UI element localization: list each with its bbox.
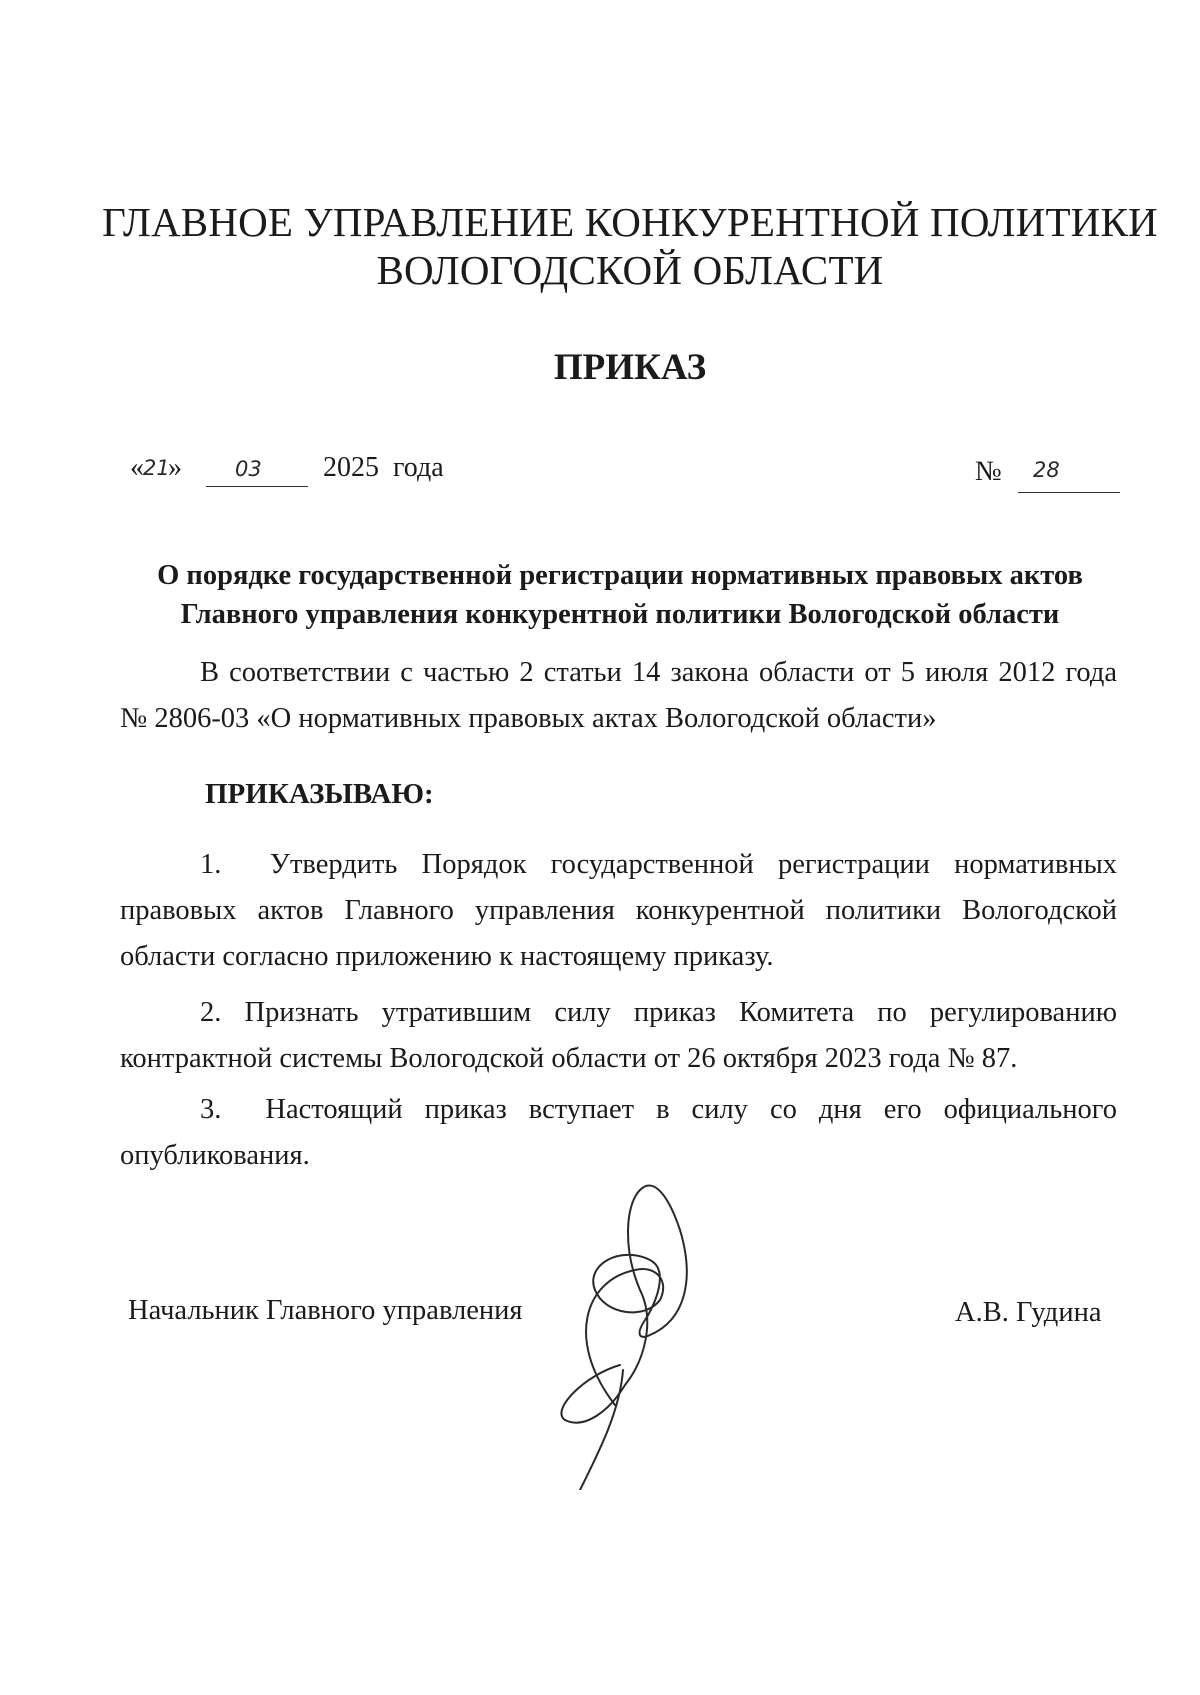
- item-3-line-2: опубликования.: [120, 1140, 310, 1171]
- date-month-underline: [206, 486, 308, 487]
- date-month-handwritten: 03: [235, 457, 262, 481]
- handwritten-signature: [545, 1170, 725, 1490]
- item-3-line-1: 3. Настоящий приказ вступает в силу со дня его официального: [200, 1094, 1117, 1125]
- order-title-line-2: Главного управления конкурентной политики Вологодской области: [180, 599, 1060, 630]
- number-sign: №: [975, 456, 1002, 487]
- order-item-1: [120, 842, 1117, 980]
- item-1-line-2: правовых актов Главного управления конкурентной политики Вологодской: [120, 895, 1117, 926]
- org-name: [0, 198, 1200, 294]
- date-year: 2025 года: [323, 452, 444, 483]
- date-quote-close: »: [168, 452, 182, 483]
- date-quote-open: «: [130, 452, 144, 483]
- preamble-line-1: В соответствии с частью 2 статьи 14 закона области от 5 июля 2012 года: [200, 657, 1117, 688]
- order-title: [0, 556, 1200, 634]
- signatory-name: А.В. Гудина: [955, 1297, 1102, 1328]
- order-title-line-1: О порядке государственной регистрации нормативных правовых актов: [157, 560, 1083, 591]
- item-2-line-2: контрактной системы Вологодской области от 26 октября 2023 года № 87.: [120, 1043, 1018, 1074]
- signatory-role: Начальник Главного управления: [128, 1295, 523, 1326]
- order-item-2: [120, 990, 1117, 1082]
- document-number-underline: [1018, 492, 1120, 493]
- document-number-handwritten: 28: [1033, 458, 1060, 482]
- org-name-line-2: ВОЛОГОДСКОЙ ОБЛАСТИ: [376, 247, 884, 293]
- preamble-paragraph: [120, 650, 1117, 742]
- org-name-line-1: ГЛАВНОЕ УПРАВЛЕНИЕ КОНКУРЕНТНОЙ ПОЛИТИКИ: [102, 199, 1158, 245]
- order-item-3: [120, 1087, 1117, 1179]
- item-2-line-1: 2. Признать утратившим силу приказ Комитета по регулированию: [200, 997, 1117, 1028]
- item-1-line-3: области согласно приложению к настоящему приказу.: [120, 941, 774, 972]
- document-type: ПРИКАЗ: [553, 347, 707, 388]
- order-word: ПРИКАЗЫВАЮ:: [205, 778, 434, 810]
- date-day-handwritten: 21: [143, 456, 170, 480]
- item-1-line-1: 1. Утвердить Порядок государственной регистрации нормативных: [200, 849, 1117, 880]
- date-number-row: [130, 452, 1130, 502]
- preamble-line-2: № 2806-03 «О нормативных правовых актах Вологодской области»: [120, 703, 937, 734]
